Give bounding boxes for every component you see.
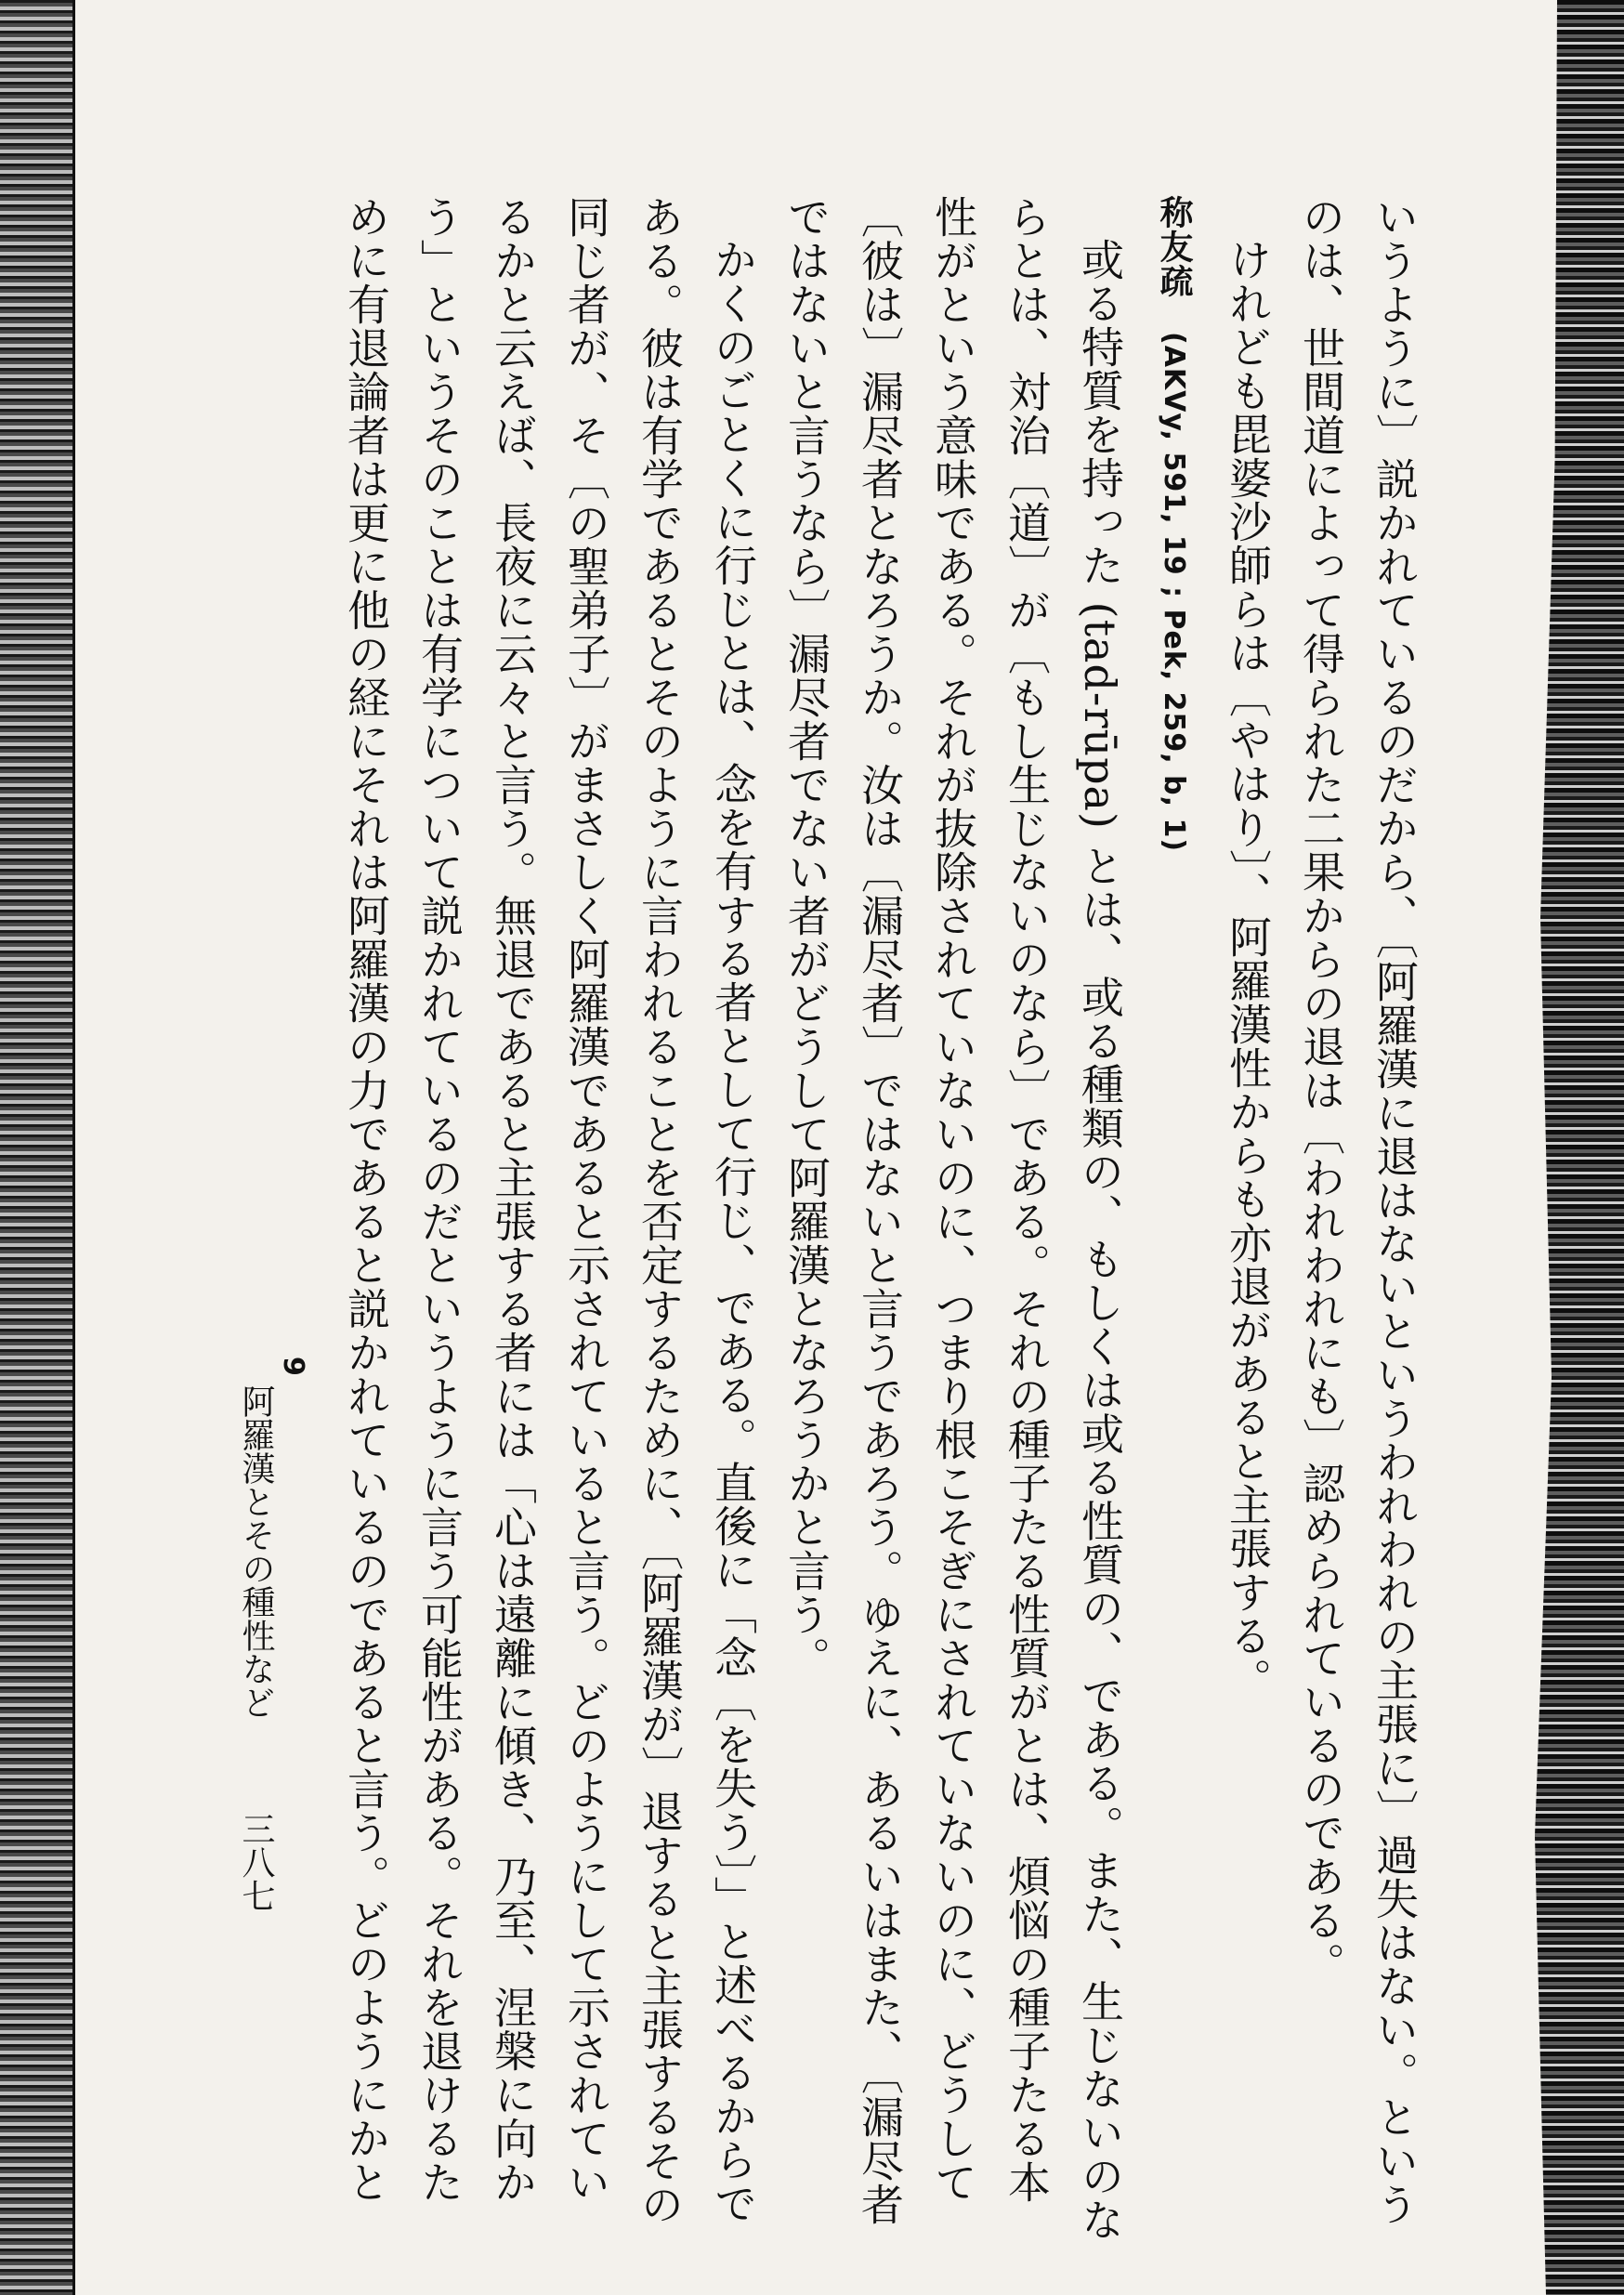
scan-edge-left [0,0,75,2295]
text-line: かくのごとくに行じとは、念を有する者として行じ、である。直後に「念〔を失う〕」と述べるからで [708,238,758,2225]
text-line: らとは、対治〔道〕が〔もし生じないのなら〕である。それの種子たる性質がとは、煩悩の種子たる本 [1002,195,1052,2204]
chapter-title: 阿羅漢とその種性など [237,1384,275,1719]
text-line: いうように〕説かれているのだから、〔阿羅漢に退はないというわれわれの主張に〕過失はない。という [1369,195,1420,2226]
text-line: けれども毘婆沙師らは〔やはり〕、阿羅漢性からも亦退があると主張する。 [1223,238,1273,1701]
section-ref: (AKVy, 591, 19 ; Pek, 259, b, 1) [1158,331,1190,852]
text-line: 或る特質を持った (tad-rūpa) とは、或る種類の、もしくは或る性質の、である。また、生じないのな [1075,238,1125,2242]
text-line: 同じ者が、そ〔の聖弟子〕がまさしく阿羅漢であると示されていると言う。どのようにして示されてい [561,195,611,2204]
section-title: 称友疏 [1155,195,1193,298]
text-line: ではないと言うなら〕漏尽者でない者がどうして阿羅漢となろうかと言う。 [781,195,832,1680]
text-line: う」というそのことは有学について説かれているのだというように言う可能性がある。それを退けるた [414,195,465,2204]
text-line: のは、世間道によって得られた二果からの退は〔われわれにも〕認められているのである。 [1296,195,1346,1986]
section-heading [1136,195,1211,1895]
scan-edge-right [1513,0,1624,2295]
running-footer [237,1357,311,2100]
text-line: 性がという意味である。それが抜除されていないのに、つまり根こそぎにされていないのに、どうして [928,195,978,2204]
page-number: 三八七 [237,1812,275,1912]
vertical-text-block [316,195,1431,2242]
text-line: 〔彼は〕漏尽者となろうか。汝は〔漏尽者〕ではないと言うであろう。ゆえに、あるいはまた、〔漏尽者 [855,195,905,2226]
chapter-number: 9 [277,1357,309,1376]
text-line: るかと云えば、長夜に云々と言う。無退であると主張する者には「心は遠離に傾き、乃至、涅槃に向か [488,195,538,2204]
text-line: ある。彼は有学であるとそのように言われることを否定するために、〔阿羅漢が〕退すると主張するその [635,195,685,2226]
text-line: めに有退論者は更に他の経にそれは阿羅漢の力であると説かれているのであると言う。どのようにかと [341,195,391,2204]
